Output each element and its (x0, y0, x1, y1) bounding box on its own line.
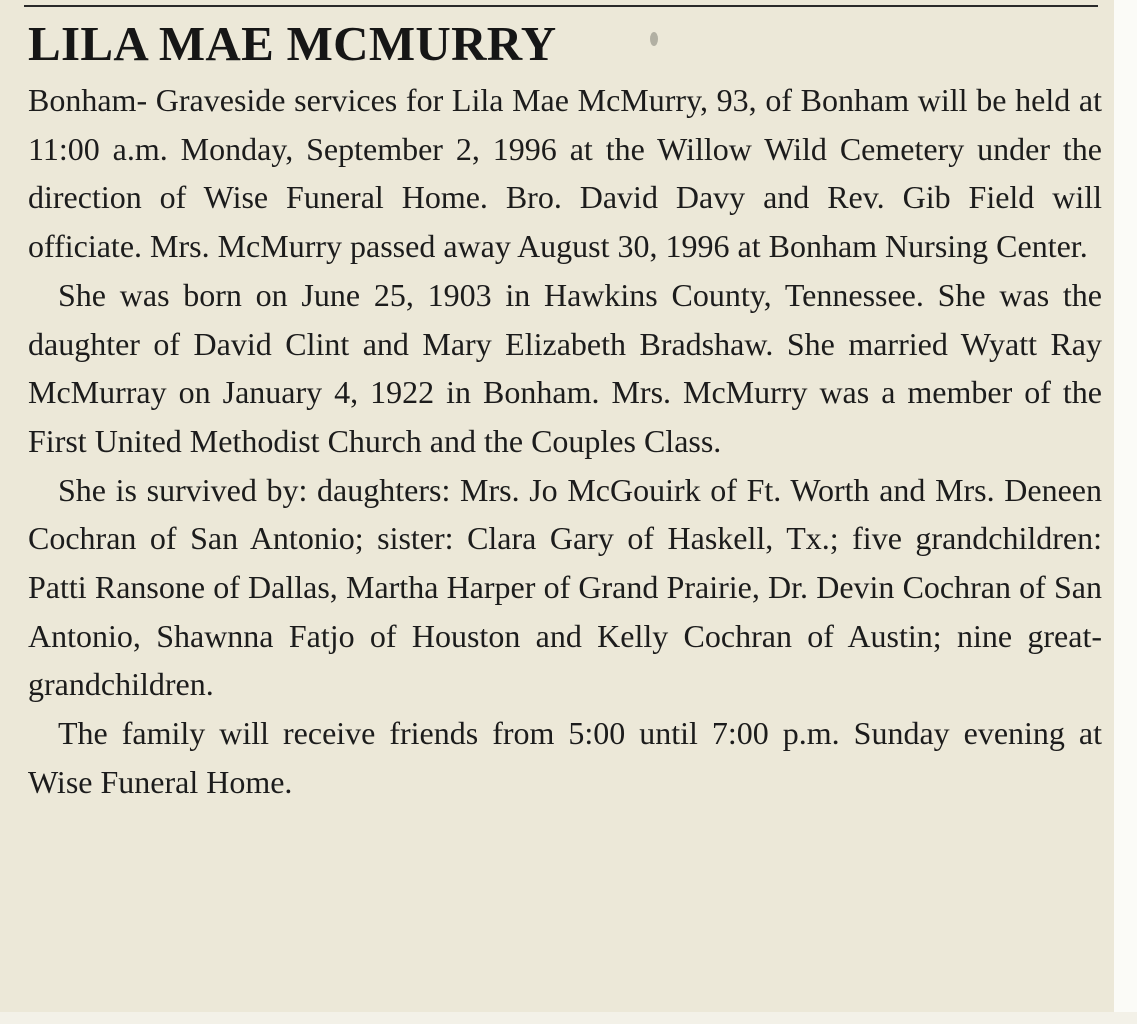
paragraph-biography: She was born on June 25, 1903 in Hawkins County, Tennessee. She was the daughter of David Clint and Mary Elizabeth Bradshaw. She married Wyatt Ray McMurray on January 4, 1922 in Bonham. Mrs. McMurry was a member of the First United Methodist Church and the Couples Class. (28, 276, 1102, 459)
paragraph-services: Bonham- Graveside services for Lila Mae McMurry, 93, of Bonham will be held at 11:00 a.m. Monday, September 2, 1996 at the Willow Wild Cemetery under the direction of Wise Funeral Home. Bro. David Davy and Rev. Gib Field will officiate. Mrs. McMurry passed away August 30, 1996 at Bonham Nursing Center. (28, 82, 1102, 265)
paragraph-survivors: She is survived by: daughters: Mrs. Jo McGouirk of Ft. Worth and Mrs. Deneen Cochran of San Antonio; sister: Clara Gary of Haskell, Tx.; five grandchildren: Patti Ransone of Dallas, Martha Harper of Grand Prairie, Dr. Devin Cochran of San Antonio, Shawnna Fatjo of Houston and Kelly Cochran of Austin; nine great-grandchildren. (28, 471, 1102, 703)
obituary-headline: LILA MAE MCMURRY (28, 16, 557, 71)
paragraph-visitation: The family will receive friends from 5:00 until 7:00 p.m. Sunday evening at Wise Funeral Home. (28, 715, 1102, 800)
ink-smudge (650, 32, 658, 46)
scan-margin-bottom (0, 1012, 1137, 1024)
scan-margin-right (1114, 0, 1137, 1024)
obituary-body (28, 76, 1102, 807)
top-rule (24, 5, 1098, 7)
